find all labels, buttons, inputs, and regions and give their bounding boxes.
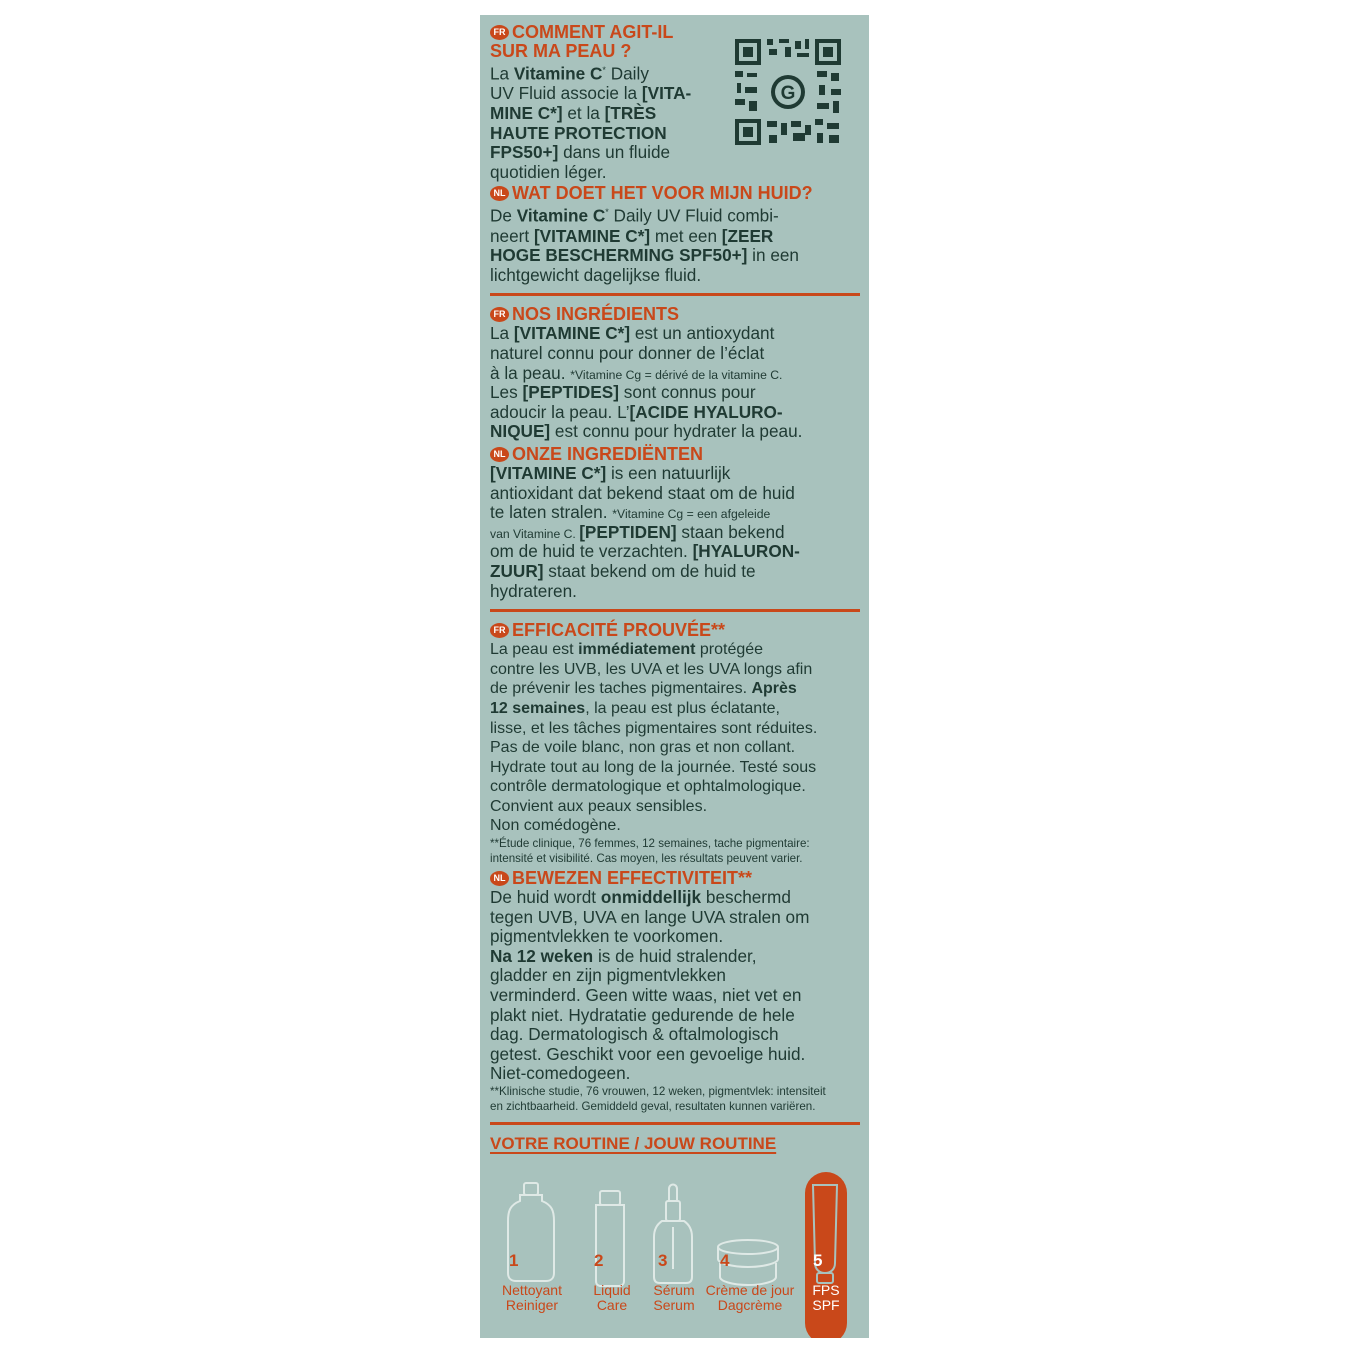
section-ingredients-nl: NL ONZE INGREDIËNTEN [VITAMINE C*] is een natuurlijk antioxidant dat bekend staat om de huid te laten stralen. *Vitamine Cg = een afgeleide van Vitamine C. [PEPTIDEN] staan bekend om de huid te verzachten. [HYALURON- ZUUR] staat bekend om de huid te hydrateren.	[490, 443, 800, 601]
fr-badge: FR	[490, 25, 509, 40]
svg-text:G: G	[780, 83, 796, 104]
section-how-nl: NL WAT DOET HET VOOR MIJN HUID? De Vitamine C* Daily UV Fluid combi- neert [VITAMINE C*] met een [ZEER HOGE BESCHERMING SPF50+] in een lichtgewicht dagelijkse fluid.	[490, 183, 813, 285]
nl-badge: NL	[490, 447, 509, 462]
fr-badge: FR	[490, 623, 509, 638]
section-title: ONZE INGREDIËNTEN	[512, 443, 704, 464]
divider	[490, 293, 860, 296]
packaging-panel	[480, 15, 869, 1338]
divider	[490, 609, 860, 612]
liquid-care-bottle-icon	[596, 1191, 624, 1286]
section-title: BEWEZEN EFFECTIVITEIT**	[512, 868, 753, 889]
section-title: COMMENT AGIT-IL	[512, 22, 674, 42]
step-number: 1	[509, 1251, 519, 1270]
routine-step-4: Crème de jour Dagcrème	[705, 1282, 795, 1313]
section-title: SUR MA PEAU ?	[490, 41, 632, 61]
routine-step-5: FPS SPF	[812, 1282, 840, 1313]
routine-title: VOTRE ROUTINE / JOUW ROUTINE	[490, 1134, 777, 1153]
step-number: 3	[658, 1251, 668, 1270]
section-title: EFFICACITÉ PROUVÉE**	[512, 620, 726, 641]
divider	[490, 1122, 860, 1125]
routine-step-3: Sérum Serum	[653, 1282, 695, 1313]
fr-badge: FR	[490, 307, 509, 322]
nl-badge: NL	[490, 186, 509, 201]
section-efficacy-fr: FR EFFICACITÉ PROUVÉE** La peau est immédiatement protégée contre les UVB, les UVA et les UVA longs afin de prévenir les taches pigmentaires. Après 12 semaines, la peau est plus éclatante, lisse, et les tâches pigmentaires sont réduites. Pas de voile blanc, non gras et non collant. Hydrate tout au long de la journée. Testé sous contrôle dermatologique et ophtalmologique. Convient aux peaux sensibles. Non comédogène. **Étude clinique, 76 femmes, 12 semaines, tache pigmentaire: intensité et visibilité. Cas moyen, les résultats peuvent varier.	[490, 620, 818, 866]
step-number: 4	[720, 1251, 730, 1270]
nl-badge: NL	[490, 871, 509, 886]
routine-step-2: Liquid Care	[593, 1282, 631, 1313]
section-title: WAT DOET HET VOOR MIJN HUID?	[512, 183, 813, 204]
section-how-fr: FR COMMENT AGIT-IL SUR MA PEAU ? La Vitamine C* Daily UV Fluid associe la [VITA- MINE C*] et la [TRÈS HAUTE PROTECTION FPS50+] dans un fluide quotidien léger.	[490, 22, 692, 182]
section-title: NOS INGRÉDIENTS	[512, 304, 680, 325]
routine-step-1: Nettoyant Reiniger	[502, 1282, 562, 1313]
text-content	[490, 23, 862, 1153]
step-number: 5	[813, 1251, 823, 1270]
section-ingredients-fr: FR NOS INGRÉDIENTS La [VITAMINE C*] est un antioxydant naturel connu pour donner de l’éclat à la peau. *Vitamine Cg = dérivé de la vitamine C. Les [PEPTIDES] sont connus pour adoucir la peau. L’[ACIDE HYALURO- NIQUE] est connu pour hydrater la peau.	[490, 304, 803, 442]
routine-icons	[480, 1177, 869, 1297]
section-efficacy-nl: NL BEWEZEN EFFECTIVITEIT** De huid wordt onmiddellijk beschermd tegen UVB, UVA en lange UVA stralen om pigmentvlekken te voorkomen. Na 12 weken is de huid stralender, gladder en zijn pigmentvlekken verminderd. Geen witte waas, niet vet en plakt niet. Hydratatie gedurende de hele dag. Dermatologisch & oftalmologisch getest. Geschikt voor een gevoelige huid. Niet-comedogeen. **Klinische studie, 76 vrouwen, 12 weken, pigmentvlek: intensiteit en zichtbaarheid. Gemiddeld geval, resultaten kunnen variëren.	[490, 868, 826, 1113]
step-number: 2	[594, 1251, 604, 1270]
